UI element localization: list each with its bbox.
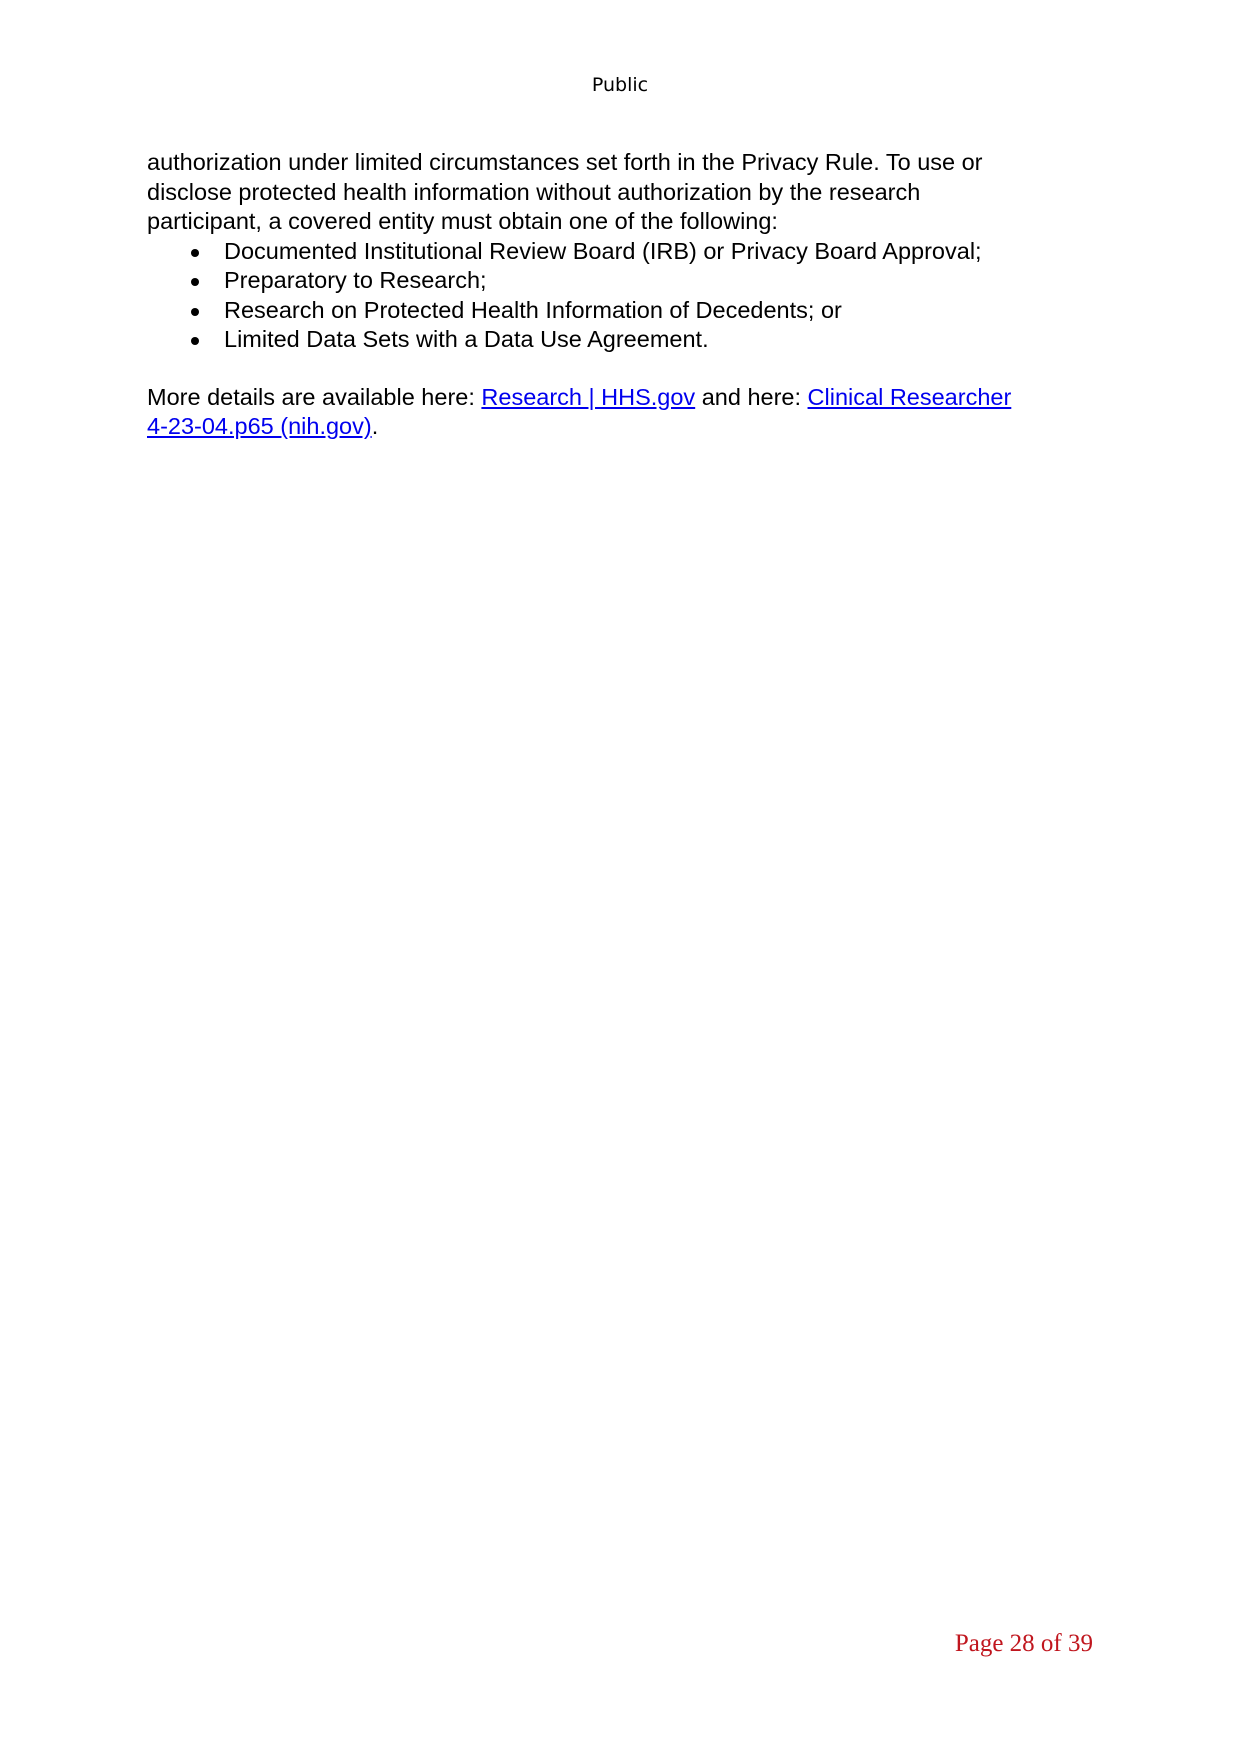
bullet-icon — [191, 249, 199, 257]
document-body — [147, 148, 1097, 442]
bullet-icon — [191, 308, 199, 316]
list-item — [147, 237, 1097, 267]
clinical-researcher-link-line-2[interactable]: 4-23-04.p65 (nih.gov) — [147, 413, 372, 439]
page-number: Page 28 of 39 — [954, 1630, 1093, 1657]
bullet-icon — [191, 337, 199, 345]
details-middle: and here: — [695, 383, 808, 410]
list-item — [147, 296, 1097, 326]
list-item-text: Preparatory to Research; — [224, 267, 487, 293]
list-item — [147, 325, 1097, 355]
intro-line-3: participant, a covered entity must obtain one of the following: — [147, 208, 778, 234]
list-item-text: Documented Institutional Review Board (IRB) or Privacy Board Approval; — [224, 237, 982, 264]
intro-line-2: disclose protected health information without authorization by the research — [147, 178, 921, 205]
requirements-list — [147, 237, 1097, 355]
research-hhs-link[interactable]: Research | HHS.gov — [481, 383, 696, 410]
header-classification-label: Public — [591, 74, 649, 96]
details-prefix: More details are available here: — [147, 383, 482, 410]
list-item-text: Research on Protected Health Information of Decedents; or — [224, 296, 842, 323]
list-item — [147, 266, 1097, 296]
list-item-text: Limited Data Sets with a Data Use Agreement. — [224, 326, 709, 352]
details-paragraph — [147, 383, 1097, 442]
clinical-researcher-link-line-1[interactable]: Clinical Researcher — [807, 383, 1012, 410]
intro-paragraph — [147, 148, 1097, 237]
intro-line-1: authorization under limited circumstances set forth in the Privacy Rule. To use or — [147, 149, 983, 175]
details-suffix: . — [371, 413, 379, 439]
bullet-icon — [191, 278, 199, 286]
